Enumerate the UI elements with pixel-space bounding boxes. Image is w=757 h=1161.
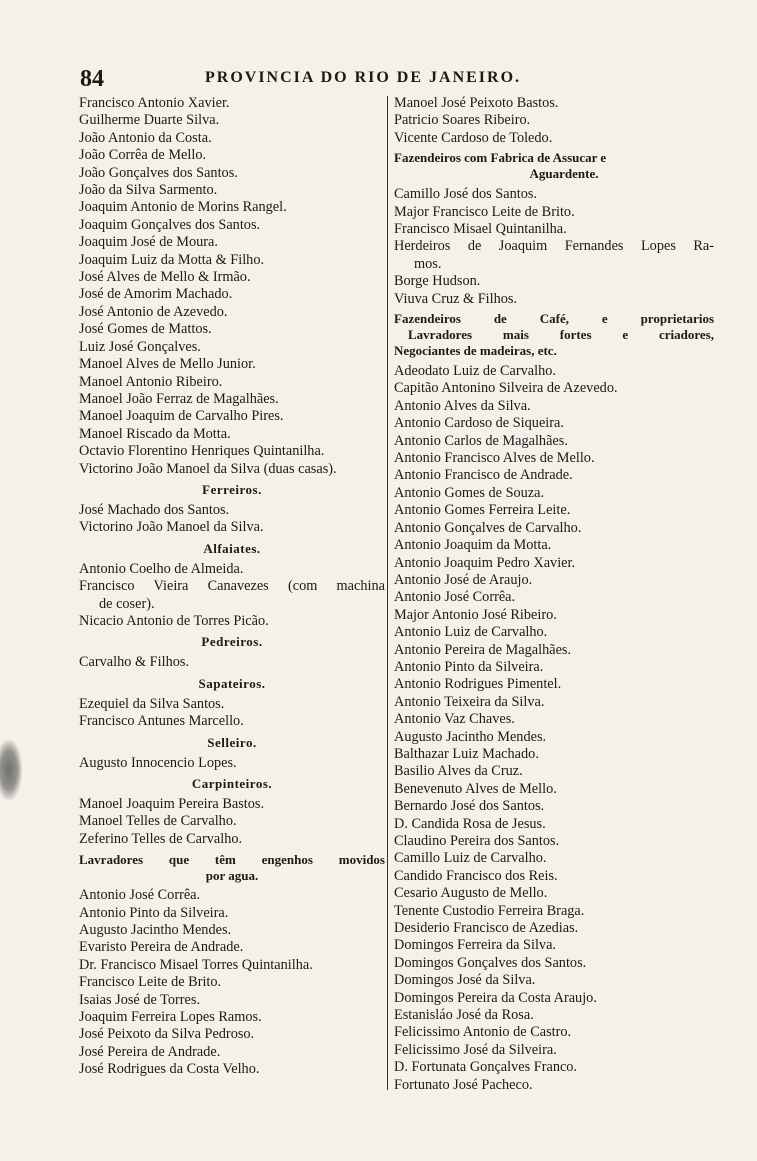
list-item: João Antonio da Costa. bbox=[79, 129, 212, 146]
list-item: Candido Francisco dos Reis. bbox=[394, 867, 558, 884]
list-top-entries-left bbox=[79, 95, 385, 478]
list-item: Benevenuto Alves de Mello. bbox=[394, 780, 557, 797]
list-item: Manoel João Ferraz de Magalhães. bbox=[79, 390, 279, 407]
list-item: Victorino João Manoel da Silva. bbox=[79, 519, 264, 536]
page-header bbox=[80, 66, 680, 92]
list-item: Antonio Gomes Ferreira Leite. bbox=[394, 502, 571, 519]
list-item: José Gomes de Mattos. bbox=[79, 321, 212, 338]
list-item: Antonio Rodrigues Pimentel. bbox=[394, 676, 562, 693]
list-item: João da Silva Sarmento. bbox=[79, 182, 218, 199]
list-item: Camillo José dos Santos. bbox=[394, 186, 537, 203]
list-item: Felicissimo José da Silveira. bbox=[394, 1041, 557, 1058]
list-item: Evaristo Pereira de Andrade. bbox=[79, 939, 244, 956]
list-item: Antonio Coelho de Almeida. bbox=[79, 560, 244, 577]
heading-line: por agua. bbox=[205, 868, 259, 884]
list-item: Cesario Augusto de Mello. bbox=[394, 885, 548, 902]
list-item: Capitão Antonino Silveira de Azevedo. bbox=[394, 380, 618, 397]
list-item: Manoel Antonio Ribeiro. bbox=[79, 373, 223, 390]
list-item: Manoel Alves de Mello Junior. bbox=[79, 356, 256, 373]
list-item: Augusto Jacintho Mendes. bbox=[394, 728, 547, 745]
margin-ink-blot bbox=[0, 740, 22, 800]
right-column bbox=[394, 95, 714, 1094]
list-item: José Antonio de Azevedo. bbox=[79, 303, 228, 320]
list-item: Domingos Gonçalves dos Santos. bbox=[394, 954, 587, 971]
list-item: Antonio Vaz Chaves. bbox=[394, 711, 515, 728]
heading-line: Aguardente. bbox=[529, 166, 599, 182]
list-item: Antonio Luiz de Carvalho. bbox=[394, 624, 548, 641]
heading-line: Fazendeiros com Fabrica de Assucar e bbox=[394, 150, 607, 166]
list-item: D. Fortunata Gonçalves Franco. bbox=[394, 1059, 578, 1076]
list-item: Antonio Joaquim da Motta. bbox=[394, 537, 552, 554]
list-item: Manoel Joaquim Pereira Bastos. bbox=[79, 795, 265, 812]
list-item: Francisco Leite de Brito. bbox=[79, 974, 222, 991]
list-item: Patricio Soares Ribeiro. bbox=[394, 112, 531, 129]
list-item: Claudino Pereira dos Santos. bbox=[394, 833, 560, 850]
list-item: Antonio Francisco de Andrade. bbox=[394, 467, 573, 484]
list-item: José de Amorim Machado. bbox=[79, 286, 233, 303]
list-item: Antonio José Corrêa. bbox=[394, 589, 516, 606]
list-item: Manoel Riscado da Motta. bbox=[79, 425, 231, 442]
list-item: João Corrêa de Mello. bbox=[79, 147, 207, 164]
list-item: Ezequiel da Silva Santos. bbox=[79, 695, 225, 712]
list-item: Luiz José Gonçalves. bbox=[79, 338, 201, 355]
heading-line: Lavradores mais fortes e criadores, bbox=[408, 327, 714, 343]
heading-line: Fazendeiros de Café, e proprietarios bbox=[394, 311, 714, 327]
list-item: José Rodrigues da Costa Velho. bbox=[79, 1061, 260, 1078]
list-item: Augusto Innocencio Lopes. bbox=[79, 754, 237, 771]
list-item: Domingos Pereira da Costa Araujo. bbox=[394, 989, 597, 1006]
section-heading-pedreiros: Pedreiros. bbox=[201, 634, 263, 650]
section-heading-selleiro: Selleiro. bbox=[207, 734, 257, 750]
list-item: Manoel Telles de Carvalho. bbox=[79, 813, 237, 830]
list-item: Dr. Francisco Misael Torres Quintanilha. bbox=[79, 956, 313, 973]
list-item: Antonio José Corrêa. bbox=[79, 887, 201, 904]
list-item: Francisco Misael Quintanilha. bbox=[394, 221, 567, 238]
list-item: Joaquim Antonio de Morins Rangel. bbox=[79, 199, 287, 216]
section-heading-fazendeiros-cafe bbox=[394, 311, 714, 359]
list-item: Nicacio Antonio de Torres Picão. bbox=[79, 612, 269, 629]
list-item: Viuva Cruz & Filhos. bbox=[394, 290, 518, 307]
list-item: Estanisláo José da Rosa. bbox=[394, 1007, 534, 1024]
list-item: Antonio José de Araujo. bbox=[394, 571, 533, 588]
heading-line: Negociantes de madeiras, etc. bbox=[394, 343, 557, 359]
list-item: Augusto Jacintho Mendes. bbox=[79, 922, 232, 939]
column-divider bbox=[387, 96, 388, 1090]
list-item: José Peixoto da Silva Pedroso. bbox=[79, 1026, 255, 1043]
list-item: Antonio Pinto da Silveira. bbox=[394, 658, 544, 675]
list-item: Domingos Ferreira da Silva. bbox=[394, 937, 556, 954]
list-item: Manoel José Peixoto Bastos. bbox=[394, 95, 559, 111]
section-heading-alfaiates: Alfaiates. bbox=[203, 540, 261, 556]
list-item: José Alves de Mello & Irmão. bbox=[79, 269, 251, 286]
list-item: Desiderio Francisco de Azedias. bbox=[394, 920, 579, 937]
list-item: Victorino João Manoel da Silva (duas casas). bbox=[79, 460, 337, 477]
list-item: Tenente Custodio Ferreira Braga. bbox=[394, 902, 585, 919]
list-item: Carvalho & Filhos. bbox=[79, 654, 190, 671]
list-item: Bernardo José dos Santos. bbox=[394, 798, 545, 815]
list-item-continuation: de coser). bbox=[99, 595, 155, 612]
heading-line: Lavradores que têm engenhos movidos bbox=[79, 852, 385, 868]
list-item: Antonio Alves da Silva. bbox=[394, 397, 531, 414]
list-item: Domingos José da Silva. bbox=[394, 972, 536, 989]
list-item: Joaquim Luiz da Motta & Filho. bbox=[79, 251, 265, 268]
list-item: Balthazar Luiz Machado. bbox=[394, 745, 539, 762]
list-item: Joaquim José de Moura. bbox=[79, 234, 218, 251]
list-item: Borge Hudson. bbox=[394, 273, 481, 290]
list-item: Antonio Gomes de Souza. bbox=[394, 484, 545, 501]
list-item: Antonio Francisco Alves de Mello. bbox=[394, 450, 595, 467]
list-item: João Gonçalves dos Santos. bbox=[79, 164, 238, 181]
list-item: José Pereira de Andrade. bbox=[79, 1043, 221, 1060]
list-item: Antonio Cardoso de Siqueira. bbox=[394, 415, 564, 432]
list-item: Francisco Antunes Marcello. bbox=[79, 713, 244, 730]
list-item: Isaias José de Torres. bbox=[79, 991, 201, 1008]
list-item: Antonio Teixeira da Silva. bbox=[394, 693, 545, 710]
list-item: Joaquim Gonçalves dos Santos. bbox=[79, 216, 261, 233]
list-item: Major Francisco Leite de Brito. bbox=[394, 203, 575, 220]
list-item-continuation: mos. bbox=[414, 255, 442, 272]
list-item: Felicissimo Antonio de Castro. bbox=[394, 1024, 572, 1041]
page-number: 84 bbox=[80, 66, 104, 92]
list-item: Fortunato José Pacheco. bbox=[394, 1076, 533, 1093]
list-item: Antonio Joaquim Pedro Xavier. bbox=[394, 554, 576, 571]
list-item: Major Antonio José Ribeiro. bbox=[394, 606, 557, 623]
running-title: PROVINCIA DO RIO DE JANEIRO. bbox=[205, 69, 522, 86]
list-item: Francisco Vieira Canavezes (com machina bbox=[79, 578, 385, 595]
list-item: Herdeiros de Joaquim Fernandes Lopes Ra- bbox=[394, 238, 714, 255]
list-item: Octavio Florentino Henriques Quintanilha. bbox=[79, 443, 325, 460]
list-item: Antonio Pereira de Magalhães. bbox=[394, 641, 572, 658]
section-heading-fazendeiros-assucar bbox=[394, 150, 714, 182]
list-item: Guilherme Duarte Silva. bbox=[79, 112, 220, 129]
list-item: Zeferino Telles de Carvalho. bbox=[79, 830, 243, 847]
list-item: Adeodato Luiz de Carvalho. bbox=[394, 363, 556, 380]
list-item: Francisco Antonio Xavier. bbox=[79, 95, 230, 111]
section-heading-sapateiros: Sapateiros. bbox=[198, 675, 266, 691]
section-heading-carpinteiros: Carpinteiros. bbox=[191, 775, 273, 791]
list-item: José Machado dos Santos. bbox=[79, 501, 230, 518]
section-heading-ferreiros: Ferreiros. bbox=[202, 481, 262, 497]
list-item: Antonio Gonçalves de Carvalho. bbox=[394, 519, 582, 536]
section-heading-lavradores bbox=[79, 852, 385, 884]
left-column bbox=[79, 95, 385, 1079]
list-item: Antonio Carlos de Magalhães. bbox=[394, 432, 568, 449]
list-item: D. Candida Rosa de Jesus. bbox=[394, 815, 546, 832]
list-item: Vicente Cardoso de Toledo. bbox=[394, 129, 553, 146]
list-item: Antonio Pinto da Silveira. bbox=[79, 904, 229, 921]
list-item: Basilio Alves da Cruz. bbox=[394, 763, 523, 780]
list-item: Joaquim Ferreira Lopes Ramos. bbox=[79, 1009, 262, 1026]
list-item: Manoel Joaquim de Carvalho Pires. bbox=[79, 408, 284, 425]
list-item: Camillo Luiz de Carvalho. bbox=[394, 850, 547, 867]
